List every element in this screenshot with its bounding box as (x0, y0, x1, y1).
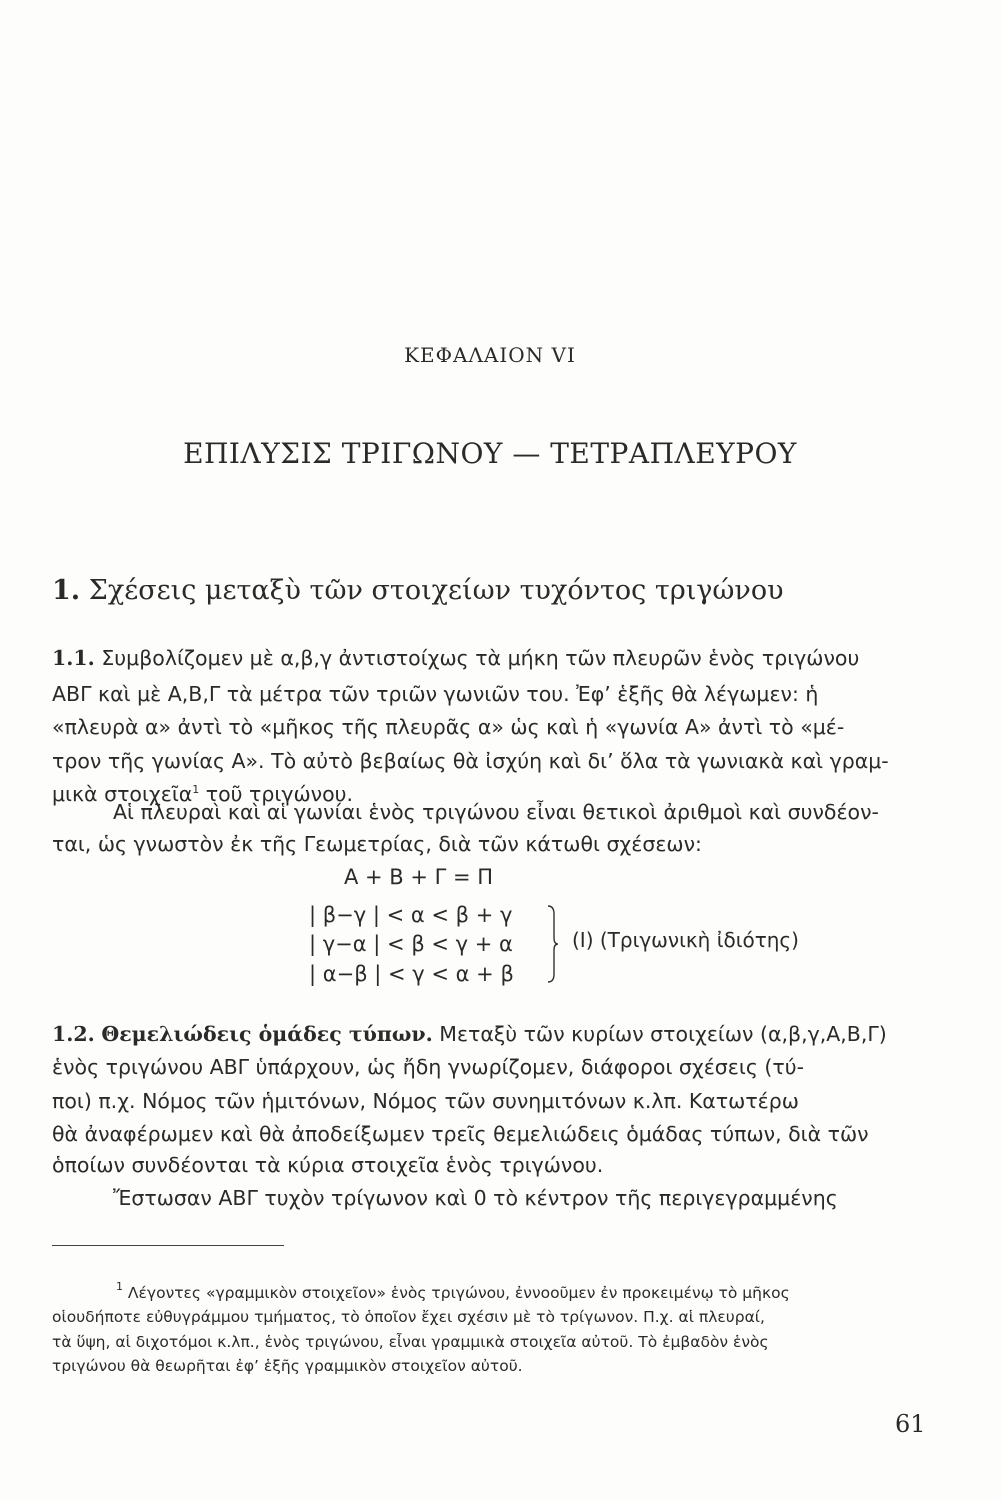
text-fragment: Μεταξὺ τῶν κυρίων στοιχείων (α,β,γ,Α,Β,Γ) (432, 1022, 887, 1046)
chapter-title: ΕΠΙΛΥΣΙΣ ΤΡΙΓΩΝΟΥ — ΤΕΤΡΑΠΛΕΥΡΟΥ (183, 437, 797, 470)
footnote-marker: 1 (116, 1281, 123, 1293)
text-fragment: Λέγοντες «γραμμικὸν στοιχεῖον» ἑνὸς τριγώνου, ἐννοοῦμεν ἐν προκειμένῳ τὸ μῆκος (123, 1284, 790, 1302)
footnote-ref: 1 (192, 783, 200, 796)
text-fragment: μικὰ στοιχεῖα (52, 782, 193, 806)
paragraph-number: 1.2. (52, 1022, 95, 1046)
text-line: Αἱ πλευραὶ καὶ αἱ γωνίαι ἑνὸς τριγώνου εἶναι θετικοὶ ἀριθμοὶ καὶ συνδέον- (113, 800, 879, 824)
text-line: ΑΒΓ καὶ μὲ Α,Β,Γ τὰ μέτρα τῶν τριῶν γωνιῶν του. Ἐφ’ ἑξῆς θὰ λέγωμεν: ἡ (52, 682, 819, 706)
text-line: Ἔστωσαν ΑΒΓ τυχὸν τρίγωνον καὶ 0 τὸ κέντρον τῆς περιγεγραμμένης (113, 1186, 838, 1210)
paragraph-1-1-line (52, 643, 938, 673)
text-line: ται, ὡς γνωστὸν ἐκ τῆς Γεωμετρίας, διὰ τῶν κάτωθι σχέσεων: (52, 832, 702, 856)
text-line: τρον τῆς γωνίας Α». Τὸ αὐτὸ βεβαίως θὰ ἰσχύη καὶ δι’ ὅλα τὰ γωνιακὰ καὶ γραμ- (52, 749, 889, 773)
right-brace (546, 904, 558, 984)
text-line: ἑνὸς τριγώνου ΑΒΓ ὑπάρχουν, ὡς ἤδη γνωρίζομεν, διάφοροι σχέσεις (τύ- (52, 1055, 804, 1079)
paragraph-number: 1.1. (52, 646, 95, 670)
text-line: ποι) π.χ. Νόμος τῶν ἡμιτόνων, Νόμος τῶν συνημιτόνων κ.λπ. Κατωτέρω (52, 1089, 799, 1113)
triangle-inequality: | γ−α | < β < γ + α (309, 932, 513, 956)
footnote-line: τριγώνου θὰ θεωρῆται ἐφ’ ἑξῆς γραμμικὸν στοιχεῖον αὐτοῦ. (52, 1357, 523, 1375)
chapter-label: ΚΕΦΑΛΑΙΟΝ VI (404, 343, 576, 367)
text-line: θὰ ἀναφέρωμεν καὶ θὰ ἀποδείξωμεν τρεῖς θεμελιώδεις ὁμάδας τύπων, διὰ τῶν (52, 1122, 869, 1146)
page-number: 61 (895, 1410, 926, 1438)
text-fragment: τοῦ τριγώνου. (199, 782, 354, 806)
text-line: «πλευρὰ α» ἀντὶ τὸ «μῆκος τῆς πλευρᾶς α» ὡς καὶ ἡ «γωνία Α» ἀντὶ τὸ «μέ- (52, 715, 845, 739)
paragraph-1-2-line (52, 1019, 938, 1049)
triangle-property-label: (I) (Τριγωνικὴ ἰδιότης) (572, 928, 799, 952)
footnote-line (116, 1281, 940, 1305)
angle-sum-equation: Α + Β + Γ = Π (344, 865, 494, 889)
triangle-inequality: | β−γ | < α < β + γ (309, 903, 513, 927)
triangle-inequality: | α−β | < γ < α + β (309, 962, 514, 986)
text-line: ὁποίων συνδέονται τὰ κύρια στοιχεῖα ἑνὸς τριγώνου. (52, 1153, 604, 1177)
footnote-rule (52, 1245, 284, 1246)
section-title: Σχέσεις μεταξὺ τῶν στοιχείων τυχόντος τριγώνου (88, 575, 784, 606)
paragraph-heading: Θεμελιώδεις ὁμάδες τύπων. (101, 1022, 433, 1046)
text-line: Συμβολίζομεν μὲ α,β,γ ἀντιστοίχως τὰ μήκη τῶν πλευρῶν ἑνὸς τριγώνου (101, 646, 860, 670)
footnote-line: οἱουδήποτε εὐθυγράμμου τμήματος, τὸ ὁποῖον ἔχει σχέσιν μὲ τὸ τρίγωνον. Π.χ. αἱ πλευραί, (52, 1308, 765, 1326)
footnote-line: τὰ ὕψη, αἱ διχοτόμοι κ.λπ., ἑνὸς τριγώνου, εἶναι γραμμικὰ στοιχεῖα αὐτοῦ. Τὸ ἐμβαδὸν ἑνὸς (52, 1333, 769, 1351)
section-heading (52, 575, 784, 606)
section-number: 1. (52, 575, 81, 606)
